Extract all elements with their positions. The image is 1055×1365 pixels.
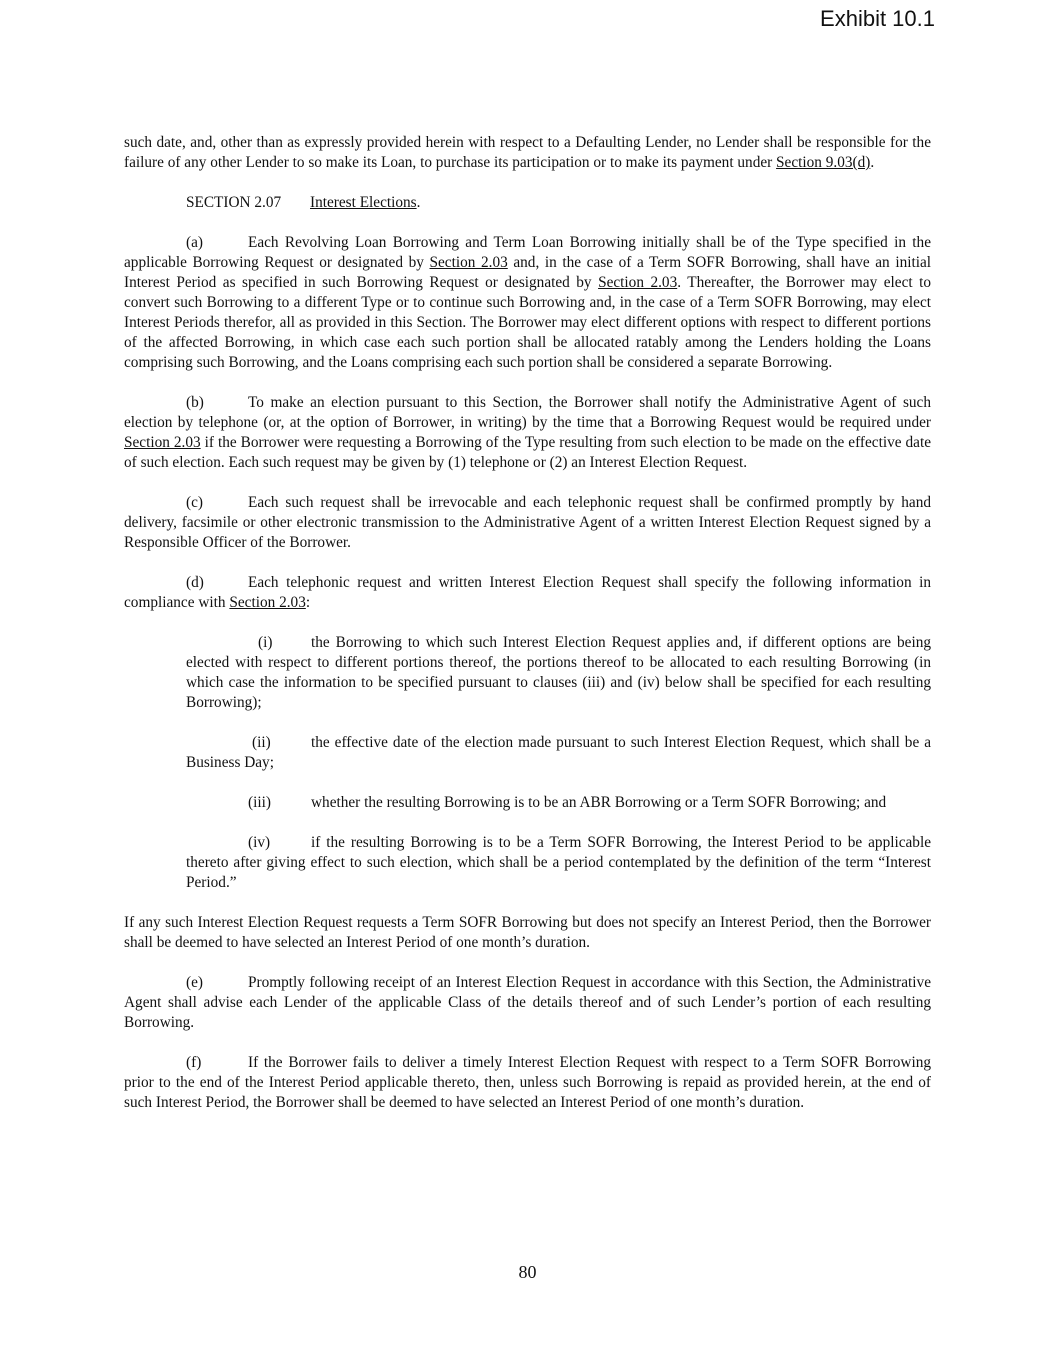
paragraph-e-text: Promptly following receipt of an Interest Election Request in accordance with this Section, the Administrative Agent shall advise each Lender of the applicable Class of the details thereof and of such Lender’s portion of each resulting Borrowing. (124, 974, 931, 1031)
paragraph-a-text-2: and, in the case of a Term SOFR Borrowing, shall have an initial Interest Period as specified in such Borrowing Request or designated by (124, 254, 932, 291)
intro-paragraph (124, 133, 931, 173)
paragraph-b-text-1: To make an election pursuant to this Section, the Borrower shall notify the Administrative Agent of such election by telephone (or, at the option of Borrower, in writing) by the time that a Borrowing Request would be required under (124, 394, 931, 431)
page-number: 80 (518, 1262, 537, 1282)
sub-item-text: the Borrowing to which such Interest Election Request applies and, if different options are being elected with respect to different portions thereof, the portions thereof to be allocated to each resulting Borrowing (in which case the information to be specified pursuant to clauses (iii) and (iv) below shall be specified for each resulting Borrowing); (186, 634, 931, 711)
paragraph-b-text-2: if the Borrower were requesting a Borrowing of the Type resulting from such election to be made on the effective date of such election. Each such request may be given by (1) telephone or (2) an Interest Election Request. (124, 434, 931, 471)
exhibit-label: Exhibit 10.1 (820, 6, 935, 31)
section-heading (186, 193, 931, 213)
document-body (124, 133, 931, 1133)
sub-item-text: whether the resulting Borrowing is to be an ABR Borrowing or a Term SOFR Borrowing; and (311, 794, 887, 811)
paragraph-b-label: (b) (186, 394, 204, 411)
paragraph-a-label: (a) (186, 234, 203, 251)
paragraph-e (124, 973, 931, 1033)
paragraph-c-label: (c) (186, 494, 203, 511)
paragraph-tail: If any such Interest Election Request requests a Term SOFR Borrowing but does not specify an Interest Period, then the Borrower shall be deemed to have selected an Interest Period of one month’s duration. (124, 914, 931, 951)
section-2-03-link[interactable]: Section 2.03 (429, 254, 508, 271)
paragraph-d-text-1: Each telephonic request and written Interest Election Request shall specify the following information in compliance with (124, 574, 931, 611)
intro-text-2: . (870, 154, 875, 171)
paragraph-d-label: (d) (186, 574, 204, 591)
paragraph-d (124, 573, 931, 613)
section-number: SECTION 2.07 (186, 194, 282, 211)
intro-text-1: such date, and, other than as expressly provided herein with respect to a Defaulting Lender, no Lender shall be responsible for the failure of any other Lender to so make its Loan, to purchase its participation or to make its payment under (124, 134, 931, 171)
section-2-03-link[interactable]: Section 2.03 (229, 594, 306, 611)
paragraph-c (124, 493, 931, 553)
paragraph-f-text: If the Borrower fails to deliver a timely Interest Election Request with respect to a Term SOFR Borrowing prior to the end of the Interest Period applicable thereto, then, unless such Borrowing is repaid as provided herein, at the end of such Interest Period, the Borrower shall be deemed to have selected an Interest Period of one month’s duration. (124, 1054, 931, 1111)
sub-item-text: if the resulting Borrowing is to be a Term SOFR Borrowing, the Interest Period to be applicable thereto after giving effect to such election, which shall be a period contemplated by the definition of the term “Interest Period.” (186, 834, 931, 891)
paragraph-a-text-3: . Thereafter, the Borrower may elect to convert such Borrowing to a different Type or to continue such Borrowing and, in the case of a Term SOFR Borrowing, may elect Interest Periods therefor, all as provided in this Section. The Borrower may elect different options with respect to different portions of the affected Borrowing, in which case each such portion shall be allocated ratably among the Lenders holding the Loans comprising such Borrowing, and the Loans comprising each such portion shall be considered a separate Borrowing. (124, 274, 931, 371)
sub-item (186, 793, 931, 813)
paragraph-a-text-1: Each Revolving Loan Borrowing and Term Loan Borrowing initially shall be of the Type specified in the applicable Borrowing Request or designated by (124, 234, 931, 271)
section-title-period: . (416, 194, 421, 211)
paragraph-f (124, 1053, 931, 1113)
paragraph-f-label: (f) (186, 1054, 202, 1071)
section-2-03-link[interactable]: Section 2.03 (124, 434, 201, 451)
sub-item (186, 833, 931, 893)
sub-item-label: (ii) (252, 734, 271, 751)
sub-item-label: (iii) (248, 794, 271, 811)
section-2-03-link[interactable]: Section 2.03 (598, 274, 678, 291)
sub-item (186, 633, 931, 713)
section-9-03-d-link[interactable]: Section 9.03(d) (776, 154, 871, 171)
section-title: Interest Elections (310, 194, 417, 211)
paragraph-c-text: Each such request shall be irrevocable and each telephonic request shall be confirmed promptly by hand delivery, facsimile or other electronic transmission to the Administrative Agent of a written Interest Election Request signed by a Responsible Officer of the Borrower. (124, 494, 931, 551)
sub-item-label: (i) (258, 634, 273, 651)
paragraph-e-label: (e) (186, 974, 203, 991)
paragraph-a (124, 233, 931, 373)
sub-item-text: the effective date of the election made pursuant to such Interest Election Request, which shall be a Business Day; (186, 734, 931, 771)
sub-item (186, 733, 931, 773)
sub-item-label: (iv) (248, 834, 271, 851)
paragraph-d-text-2: : (305, 594, 311, 611)
paragraph-b (124, 393, 931, 473)
